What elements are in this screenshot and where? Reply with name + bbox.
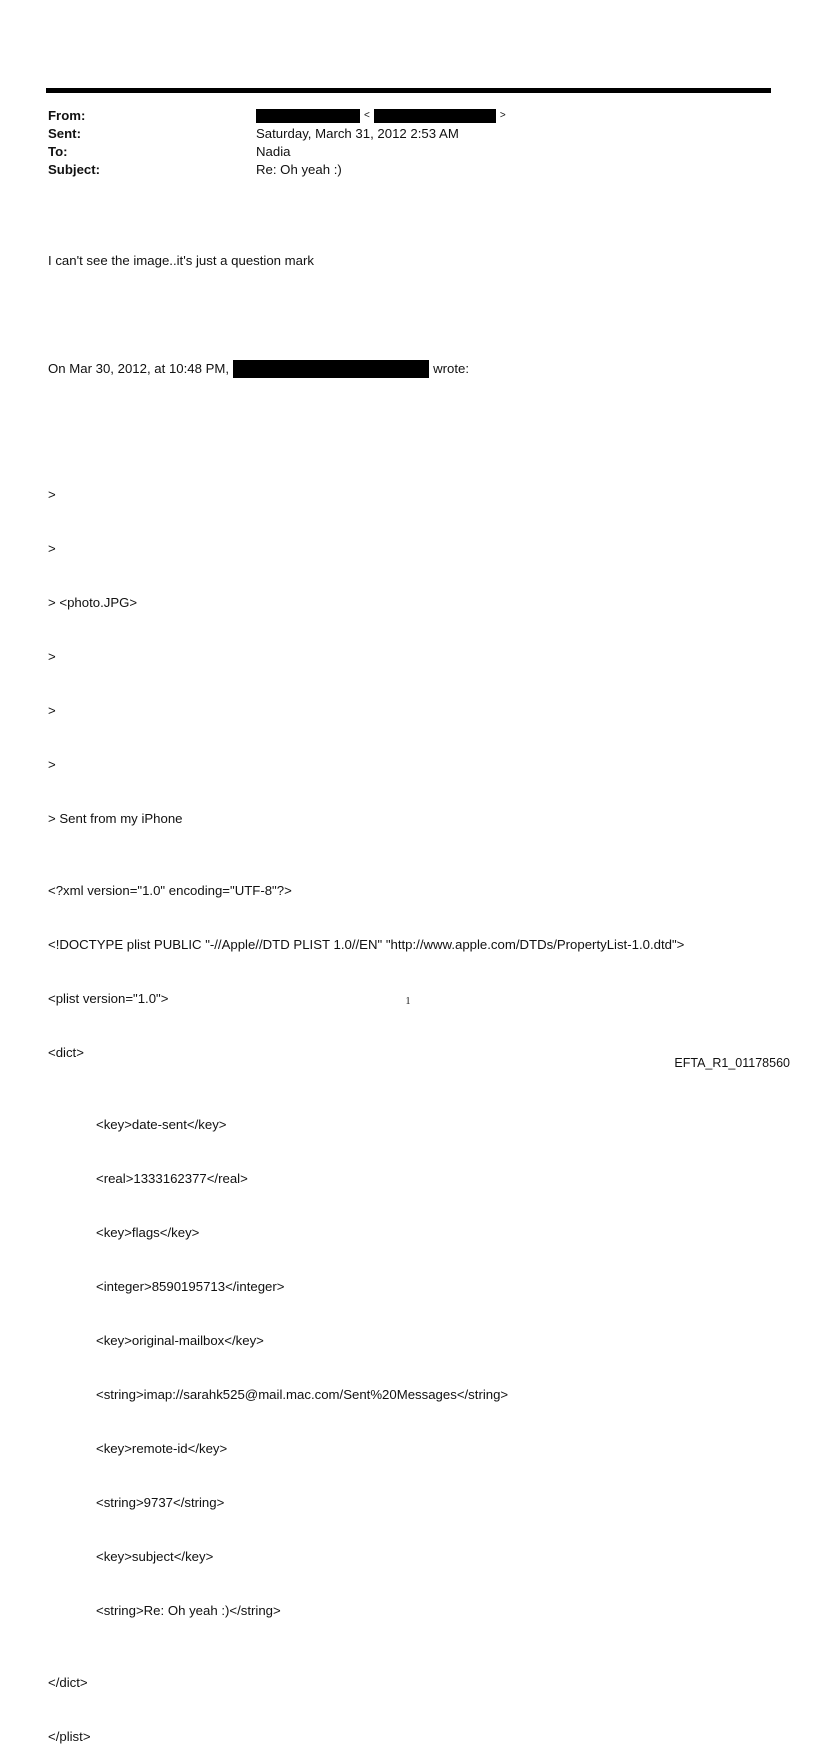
dict-line: <key>flags</key> bbox=[96, 1225, 200, 1240]
reply-text: I can't see the image..it's just a question mark bbox=[48, 253, 314, 268]
quoted-line: > bbox=[48, 649, 56, 664]
to-value: Nadia bbox=[256, 144, 291, 159]
dict-line: <key>remote-id</key> bbox=[96, 1441, 228, 1456]
to-label: To: bbox=[48, 144, 68, 159]
quote-attribution bbox=[48, 360, 684, 378]
header-rule bbox=[46, 88, 771, 93]
dict-line: <string>9737</string> bbox=[96, 1495, 225, 1510]
quoted-line: > bbox=[48, 703, 56, 718]
redacted-original-sender bbox=[233, 360, 429, 378]
sent-label: Sent: bbox=[48, 126, 81, 141]
plist-line: <plist version="1.0"> bbox=[48, 991, 169, 1006]
from-row bbox=[48, 107, 510, 125]
quoted-line: > bbox=[48, 541, 56, 556]
from-label: From: bbox=[48, 108, 86, 123]
email-header bbox=[48, 107, 510, 179]
from-email-open: < bbox=[364, 110, 370, 121]
dict-line: <string>imap://sarahk525@mail.mac.com/Sent%20Messages</string> bbox=[96, 1387, 509, 1402]
spacer bbox=[48, 414, 684, 432]
bates-number: EFTA_R1_01178560 bbox=[674, 1056, 790, 1070]
plist-line: <!DOCTYPE plist PUBLIC "-//Apple//DTD PLIST 1.0//EN" "http://www.apple.com/DTDs/PropertyList-1.0.dtd"> bbox=[48, 937, 685, 952]
quote-wrote: wrote: bbox=[433, 361, 469, 376]
plist-closing-line: </dict> bbox=[48, 1675, 88, 1690]
spacer bbox=[48, 306, 684, 324]
redacted-sender-email bbox=[374, 109, 496, 123]
quoted-line: > bbox=[48, 487, 56, 502]
sent-row bbox=[48, 125, 510, 143]
quoted-line: > Sent from my iPhone bbox=[48, 811, 183, 826]
quoted-line: > <photo.JPG> bbox=[48, 595, 138, 610]
dict-line: <key>original-mailbox</key> bbox=[96, 1333, 264, 1348]
email-body bbox=[48, 216, 684, 1764]
plist-line: <dict> bbox=[48, 1045, 84, 1060]
dict-line: <string>Re: Oh yeah :)</string> bbox=[96, 1603, 281, 1618]
subject-row bbox=[48, 161, 510, 179]
redacted-sender-name bbox=[256, 109, 360, 123]
to-row bbox=[48, 143, 510, 161]
dict-line: <real>1333162377</real> bbox=[96, 1171, 248, 1186]
quote-intro: On Mar 30, 2012, at 10:48 PM, bbox=[48, 361, 230, 376]
from-value bbox=[256, 107, 510, 125]
subject-label: Subject: bbox=[48, 162, 101, 177]
quoted-line: > bbox=[48, 757, 56, 772]
subject-value: Re: Oh yeah :) bbox=[256, 162, 342, 177]
dict-line: <integer>8590195713</integer> bbox=[96, 1279, 285, 1294]
dict-line: <key>date-sent</key> bbox=[96, 1117, 227, 1132]
page-number: 1 bbox=[405, 996, 411, 1007]
sent-value: Saturday, March 31, 2012 2:53 AM bbox=[256, 126, 459, 141]
plist-closing-line: </plist> bbox=[48, 1729, 91, 1744]
dict-line: <key>subject</key> bbox=[96, 1549, 214, 1564]
plist-line: <?xml version="1.0" encoding="UTF-8"?> bbox=[48, 883, 292, 898]
from-email-close: > bbox=[499, 110, 506, 121]
